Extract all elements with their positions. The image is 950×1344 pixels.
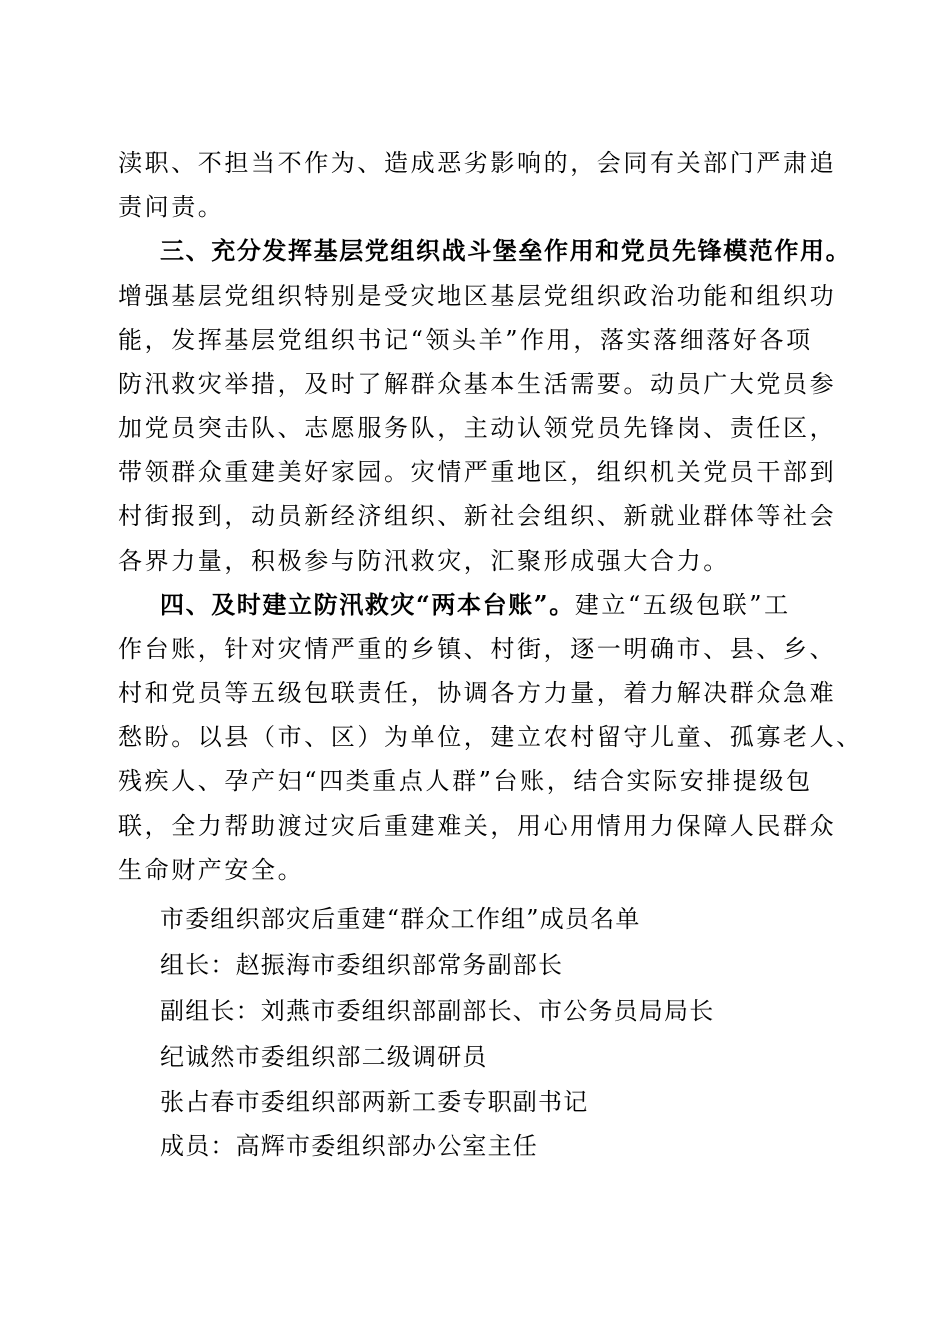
body-text-line: 加党员突击队、志愿服务队，主动认领党员先锋岗、责任区，: [118, 414, 837, 442]
body-text-line: 渎职、不担当不作为、造成恶劣影响的，会同有关部门严肃追: [118, 149, 837, 177]
body-text-line: 村和党员等五级包联责任，协调各方力量，着力解决群众急难: [118, 679, 837, 707]
body-text-line: 增强基层党组织特别是受灾地区基层党组织政治功能和组织功: [118, 282, 837, 310]
body-text-line: 能，发挥基层党组织书记“领头羊”作用，落实落细落好各项: [118, 326, 813, 354]
body-text-line: 愁盼。以县（市、区）为单位，建立农村留守儿童、孤寡老人、: [118, 723, 863, 751]
body-text-line: 残疾人、孕产妇“四类重点人群”台账，结合实际安排提级包: [118, 767, 813, 795]
body-text-line: 带领群众重建美好家园。灾情严重地区，组织机关党员干部到: [118, 458, 837, 486]
section-heading-four-line: [160, 590, 880, 620]
member-list-entry: 成员：高辉市委组织部办公室主任: [160, 1132, 538, 1160]
member-list-entry: 张占春市委组织部两新工委专职副书记: [160, 1088, 589, 1116]
member-list-entry: 组长：赵振海市委组织部常务副部长: [160, 951, 564, 979]
body-text-line: 村街报到，动员新经济组织、新社会组织、新就业群体等社会: [118, 502, 837, 530]
member-list-title: 市委组织部灾后重建“群众工作组”成员名单: [160, 905, 641, 933]
member-list-entry: 副组长：刘燕市委组织部副部长、市公务员局局长: [160, 997, 715, 1025]
section-heading-four: 四、及时建立防汛救灾“两本台账”。: [160, 590, 575, 619]
body-text-line: 防汛救灾举措，及时了解群众基本生活需要。动员广大党员参: [118, 370, 837, 398]
section-heading-three: 三、充分发挥基层党组织战斗堡垒作用和党员先锋模范作用。: [160, 236, 852, 265]
body-text-line: 作台账，针对灾情严重的乡镇、村街，逐一明确市、县、乡、: [118, 635, 837, 663]
body-text-inline: 建立“五级包联”工: [574, 591, 791, 619]
body-text-line: 各界力量，积极参与防汛救灾，汇聚形成强大合力。: [118, 547, 730, 575]
body-text-line: 生命财产安全。: [118, 856, 305, 884]
member-list-entry: 纪诚然市委组织部二级调研员: [160, 1043, 488, 1071]
body-text-line: 联，全力帮助渡过灾后重建难关，用心用情用力保障人民群众: [118, 812, 837, 840]
body-text-line: 责问责。: [118, 193, 225, 221]
